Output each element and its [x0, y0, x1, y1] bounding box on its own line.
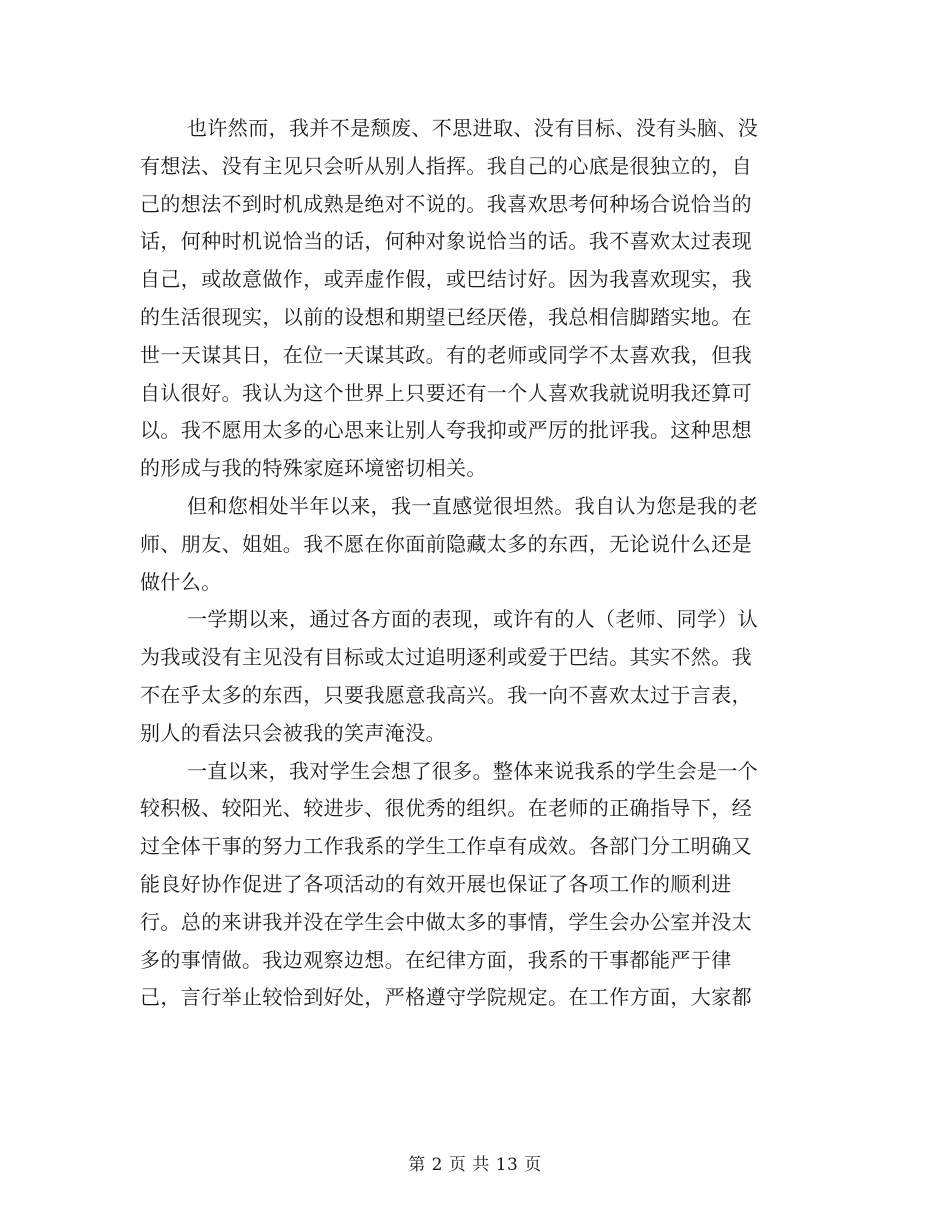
text-line: 不在乎太多的东西，只要我愿意我高兴。我一向不喜欢太过于言表，: [140, 682, 752, 707]
paragraph: [140, 601, 758, 752]
text-line: 世一天谋其日，在位一天谋其政。有的老师或同学不太喜欢我，但我: [140, 342, 752, 367]
text-line: 较积极、较阳光、较进步、很优秀的组织。在老师的正确指导下，经: [140, 796, 752, 821]
text-line: 有想法、没有主见只会听从别人指挥。我自己的心底是很独立的，自: [140, 153, 752, 178]
paragraph: [140, 488, 758, 601]
page-number-footer: 第 2 页 共 13 页: [408, 1155, 542, 1175]
document-body: [140, 110, 758, 1017]
text-line: 但和您相处半年以来，我一直感觉很坦然。我自认为您是我的老: [187, 493, 759, 518]
text-line: 的生活很现实，以前的设想和期望已经厌倦，我总相信脚踏实地。在: [140, 304, 752, 329]
text-line: 做什么。: [140, 569, 222, 594]
text-line: 的形成与我的特殊家庭环境密切相关。: [140, 456, 487, 481]
text-line: 也许然而，我并不是颓废、不思进取、没有目标、没有头脑、没: [187, 116, 759, 140]
text-line: 自己，或故意做作，或弄虚作假，或巴结讨好。因为我喜欢现实，我: [140, 267, 752, 292]
text-line: 行。总的来讲我并没在学生会中做太多的事情，学生会办公室并没太: [140, 909, 752, 934]
text-line: 己，言行举止较恰到好处，严格遵守学院规定。在工作方面，大家都: [140, 985, 752, 1010]
paragraph: [140, 753, 758, 1018]
text-line: 己的想法不到时机成熟是绝对不说的。我喜欢思考何种场合说恰当的: [140, 191, 752, 216]
text-line: 一学期以来，通过各方面的表现，或许有的人（老师、同学）认: [187, 607, 759, 632]
text-line: 一直以来，我对学生会想了很多。整体来说我系的学生会是一个: [187, 758, 759, 783]
text-line: 话，何种时机说恰当的话，何种对象说恰当的话。我不喜欢太过表现: [140, 229, 752, 254]
paragraph: [140, 110, 758, 488]
text-line: 以。我不愿用太多的心思来让别人夸我抑或严厉的批评我。这种思想: [140, 418, 752, 443]
text-line: 别人的看法只会被我的笑声淹没。: [140, 720, 446, 745]
text-line: 能良好协作促进了各项活动的有效开展也保证了各项工作的顺利进: [140, 871, 732, 896]
text-line: 为我或没有主见没有目标或太过追明逐利或爱于巴结。其实不然。我: [140, 645, 752, 670]
text-line: 自认很好。我认为这个世界上只要还有一个人喜欢我就说明我还算可: [140, 380, 752, 405]
text-line: 过全体干事的努力工作我系的学生工作卓有成效。各部门分工明确又: [140, 834, 752, 859]
text-line: 师、朋友、姐姐。我不愿在你面前隐藏太多的东西，无论说什么还是: [140, 531, 752, 556]
text-line: 多的事情做。我边观察边想。在纪律方面，我系的干事都能严于律: [140, 947, 732, 972]
